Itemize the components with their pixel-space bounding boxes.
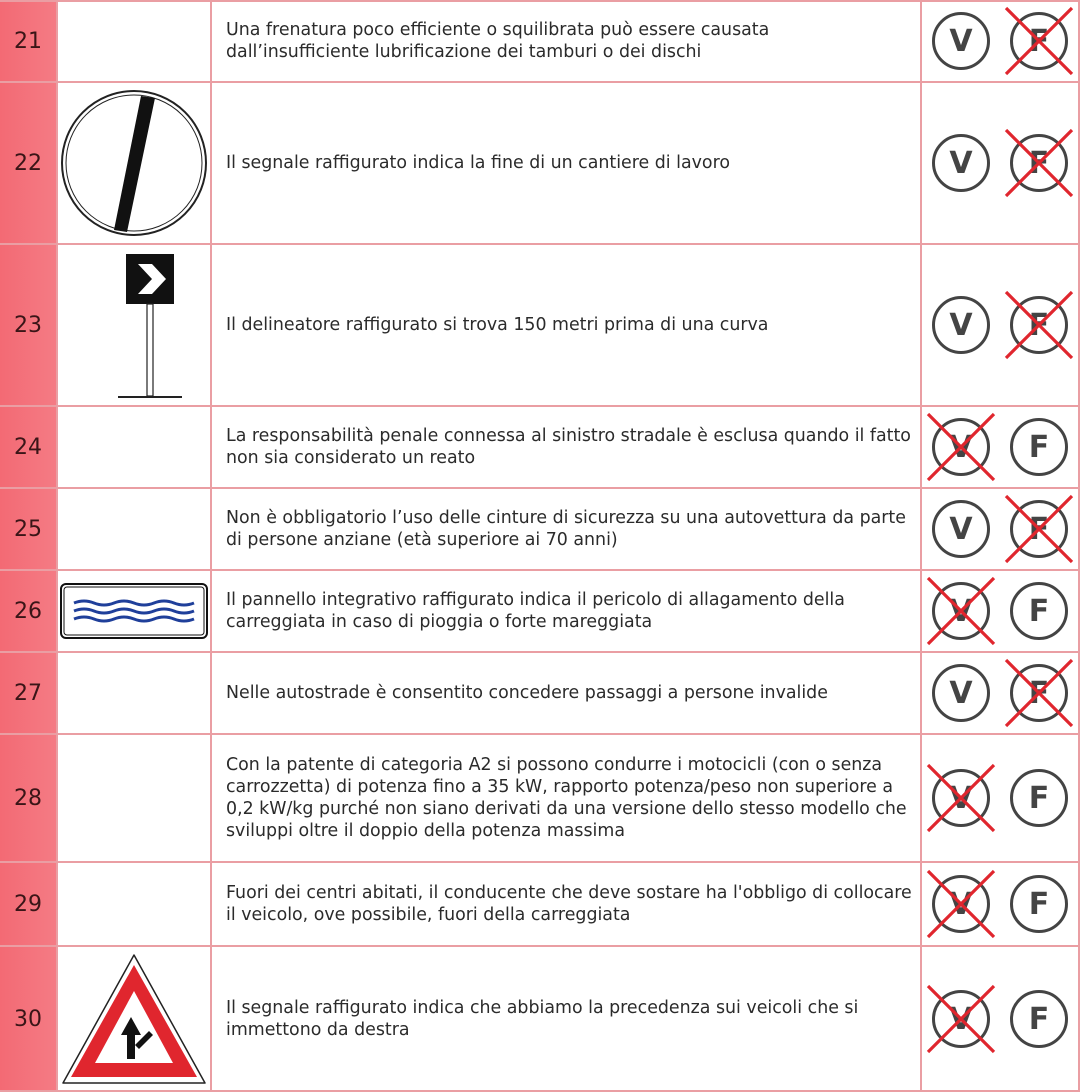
table-row xyxy=(0,82,1080,244)
question-text: Nelle autostrade è consentito concedere passaggi a persone invalide xyxy=(226,683,828,703)
cross-mark-icon xyxy=(924,982,998,1056)
true-option[interactable]: V xyxy=(932,418,990,476)
question-text: Il segnale raffigurato indica che abbiamo la precedenza sui veicoli che si immettono da destra xyxy=(226,998,859,1040)
cross-mark-icon xyxy=(924,867,998,941)
question-number: 21 xyxy=(0,0,56,82)
false-option[interactable]: F xyxy=(1010,134,1068,192)
question-number: 30 xyxy=(0,946,56,1092)
false-option[interactable]: F xyxy=(1010,990,1068,1048)
grid-line xyxy=(56,0,58,1092)
question-number: 23 xyxy=(0,244,56,406)
question-image xyxy=(58,82,210,244)
cross-mark-icon xyxy=(1002,4,1076,78)
true-option[interactable]: V xyxy=(932,990,990,1048)
grid-line xyxy=(0,945,1080,947)
table-row xyxy=(0,244,1080,406)
table-row xyxy=(0,734,1080,862)
question-image xyxy=(58,488,210,570)
question-image xyxy=(58,570,210,652)
curve-delineator-sign-icon xyxy=(74,248,194,403)
grid-line xyxy=(0,733,1080,735)
question-text: Fuori dei centri abitati, il conducente che deve sostare ha l'obbligo di collocare il veicolo, ove possibile, fuori della carreggiata xyxy=(226,883,912,925)
grid-line xyxy=(0,81,1080,83)
grid-line xyxy=(210,0,212,1092)
grid-line xyxy=(0,405,1080,407)
cross-mark-icon xyxy=(1002,492,1076,566)
question-image xyxy=(58,406,210,488)
question-image xyxy=(58,652,210,734)
answer-options xyxy=(922,734,1080,862)
question-number: 29 xyxy=(0,862,56,946)
true-option[interactable]: V xyxy=(932,875,990,933)
question-text: Il delineatore raffigurato si trova 150 metri prima di una curva xyxy=(226,315,769,335)
grid-line xyxy=(0,569,1080,571)
table-row xyxy=(0,406,1080,488)
answer-options xyxy=(922,652,1080,734)
table-row xyxy=(0,488,1080,570)
grid-line xyxy=(0,243,1080,245)
table-row xyxy=(0,652,1080,734)
table-row xyxy=(0,570,1080,652)
question-number: 25 xyxy=(0,488,56,570)
question-image xyxy=(58,734,210,862)
true-option[interactable]: V xyxy=(932,582,990,640)
cross-mark-icon xyxy=(924,574,998,648)
question-text: La responsabilità penale connessa al sinistro stradale è esclusa quando il fatto non sia considerato un reato xyxy=(226,426,911,468)
merging-traffic-sign-icon xyxy=(59,951,209,1087)
question-image xyxy=(58,946,210,1092)
question-text: Il pannello integrativo raffigurato indica il pericolo di allagamento della carreggiata in caso di pioggia o forte mareggiata xyxy=(226,590,845,632)
cross-mark-icon xyxy=(1002,288,1076,362)
true-option[interactable]: V xyxy=(932,664,990,722)
true-option[interactable]: V xyxy=(932,134,990,192)
grid-line xyxy=(0,0,1080,2)
question-image xyxy=(58,0,210,82)
flooding-panel-icon xyxy=(60,583,208,639)
false-option[interactable]: F xyxy=(1010,769,1068,827)
answer-options xyxy=(922,244,1080,406)
true-option[interactable]: V xyxy=(932,500,990,558)
question-text: Il segnale raffigurato indica la fine di un cantiere di lavoro xyxy=(226,153,730,173)
true-option[interactable]: V xyxy=(932,12,990,70)
answer-options xyxy=(922,488,1080,570)
false-option[interactable]: F xyxy=(1010,12,1068,70)
grid-line xyxy=(0,861,1080,863)
cross-mark-icon xyxy=(1002,656,1076,730)
question-image xyxy=(58,862,210,946)
grid-line xyxy=(0,487,1080,489)
question-number: 22 xyxy=(0,82,56,244)
answer-options xyxy=(922,82,1080,244)
false-option[interactable]: F xyxy=(1010,418,1068,476)
question-image xyxy=(58,244,210,406)
question-text: Con la patente di categoria A2 si possono condurre i motocicli (con o senza carrozzetta) di potenza fino a 35 kW, rapporto potenza/peso non superiore a 0,2 kW/kg purché non siano derivati da una versione dello stesso modello che sviluppi oltre il doppio della potenza massima xyxy=(226,755,907,841)
question-number: 27 xyxy=(0,652,56,734)
question-text: Una frenatura poco efficiente o squilibrata può essere causata dall’insufficiente lubrificazione dei tamburi o dei dischi xyxy=(226,20,770,62)
end-of-restriction-sign-icon xyxy=(59,88,209,238)
answer-options xyxy=(922,946,1080,1092)
false-option[interactable]: F xyxy=(1010,500,1068,558)
false-option[interactable]: F xyxy=(1010,582,1068,640)
false-option[interactable]: F xyxy=(1010,296,1068,354)
table-row xyxy=(0,862,1080,946)
grid-line xyxy=(0,651,1080,653)
true-option[interactable]: V xyxy=(932,296,990,354)
true-option[interactable]: V xyxy=(932,769,990,827)
table-row xyxy=(0,0,1080,82)
answer-options xyxy=(922,0,1080,82)
question-number: 24 xyxy=(0,406,56,488)
false-option[interactable]: F xyxy=(1010,664,1068,722)
answer-options xyxy=(922,862,1080,946)
false-option[interactable]: F xyxy=(1010,875,1068,933)
answer-options xyxy=(922,570,1080,652)
question-text: Non è obbligatorio l’uso delle cinture di sicurezza su una autovettura da parte di persone anziane (età superiore ai 70 anni) xyxy=(226,508,906,550)
grid-line xyxy=(920,0,922,1092)
answer-options xyxy=(922,406,1080,488)
table-row xyxy=(0,946,1080,1092)
cross-mark-icon xyxy=(924,761,998,835)
question-number: 26 xyxy=(0,570,56,652)
cross-mark-icon xyxy=(1002,126,1076,200)
cross-mark-icon xyxy=(924,410,998,484)
question-number: 28 xyxy=(0,734,56,862)
